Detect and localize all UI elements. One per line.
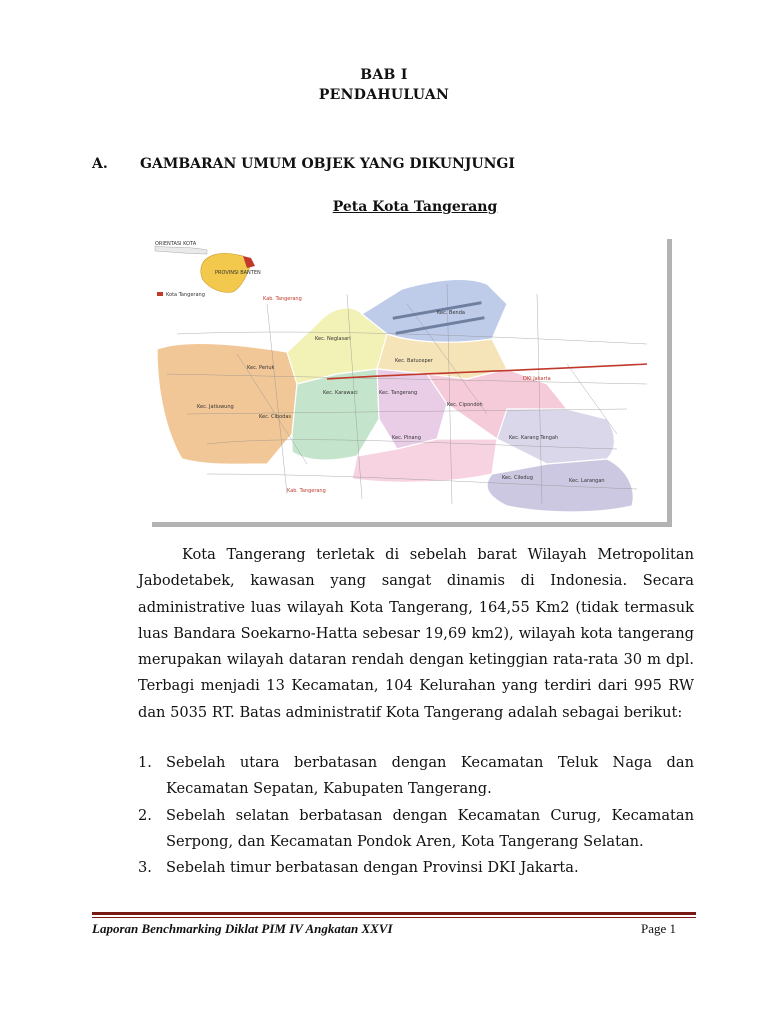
tangerang-map	[147, 234, 667, 522]
map-figure	[147, 234, 667, 522]
legend-label: Kota Tangerang	[166, 292, 205, 298]
list-text: Sebelah timur berbatasan dengan Provinsi DKI Jakarta.	[166, 859, 579, 877]
inset-map	[155, 241, 261, 298]
label-karang-tengah: Kec. Karang Tengah	[509, 435, 559, 441]
label-benda: Kec. Benda	[437, 310, 465, 316]
page-number: Page 1	[640, 921, 676, 936]
intro-text: Kota Tangerang terletak di sebelah barat Wilayah Metropolitan Jabodetabek, kawasan yang sangat dinamis di Indonesia. Secara administrative luas wilayah Kota Tangerang, 164,55 Km2 (tidak termasuk luas Bandara Soekarno-Hatta sebesar 19,69 km2), wilayah kota tangerang merupakan wilayah dataran rendah dengan ketinggian rata-rata 30 m dpl. Terbagi menjadi 13 Kecamatan, 104 Kelurahan yang terdiri dari 995 RW dan 5035 RT. Batas administratif Kota Tangerang adalah sebagai berikut:	[138, 546, 694, 721]
label-dki-jakarta: DKI Jakarta	[523, 376, 551, 382]
district-karawaci	[292, 369, 379, 460]
list-item	[138, 750, 694, 803]
list-number: 3.	[138, 859, 152, 877]
list-item	[138, 855, 694, 881]
district-ciledug	[487, 459, 633, 512]
chapter-number: BAB I	[360, 67, 408, 83]
label-karawaci: Kec. Karawaci	[323, 390, 358, 396]
list-text: Sebelah selatan berbatasan dengan Kecamatan Curug, Kecamatan Serpong, dan Kecamatan Pondok Aren, Kota Tangerang Selatan.	[166, 806, 694, 850]
section-title: GAMBARAN UMUM OBJEK YANG DIKUNJUNGI	[140, 156, 515, 172]
footer-rule-thin	[92, 917, 696, 918]
footer-report-title: Laporan Benchmarking Diklat PIM IV Angkatan XXVI	[92, 921, 393, 936]
section-heading	[92, 156, 515, 172]
label-batuceper: Kec. Batuceper	[395, 358, 433, 364]
label-cipondoh: Kec. Cipondoh	[447, 402, 483, 408]
inset-header: ORIENTASI KOTA	[155, 241, 197, 247]
chapter-title: PENDAHULUAN	[318, 87, 450, 103]
list-number: 1.	[138, 754, 152, 771]
label-cibodas: Kec. Cibodas	[259, 414, 291, 420]
intro-paragraph	[138, 542, 694, 726]
label-tangerang: Kec. Tangerang	[379, 390, 418, 396]
label-kab-tangerang-north: Kab. Tangerang	[263, 296, 302, 302]
label-periuk: Kec. Periuk	[247, 365, 275, 371]
label-ciledug: Kec. Ciledug	[502, 475, 533, 481]
list-item	[138, 803, 694, 856]
footer-rule-thick	[92, 912, 696, 915]
label-jatiuwung: Kec. Jatiuwung	[197, 404, 234, 410]
label-neglasari: Kec. Neglasari	[315, 336, 351, 342]
boundary-list	[138, 750, 694, 881]
list-number: 2.	[138, 806, 152, 824]
map-title: Peta Kota Tangerang	[332, 199, 498, 215]
section-letter: A.	[92, 156, 108, 172]
label-larangan: Kec. Larangan	[569, 478, 605, 484]
label-pinang: Kec. Pinang	[392, 435, 421, 441]
label-kab-tangerang-south: Kab. Tangerang	[287, 488, 326, 494]
legend-swatch	[157, 292, 163, 296]
district-pinang	[352, 439, 497, 482]
list-text: Sebelah utara berbatasan dengan Kecamatan Teluk Naga dan Kecamatan Sepatan, Kabupaten Tangerang.	[166, 754, 694, 798]
inset-region: PROVINSI BANTEN	[215, 270, 261, 276]
